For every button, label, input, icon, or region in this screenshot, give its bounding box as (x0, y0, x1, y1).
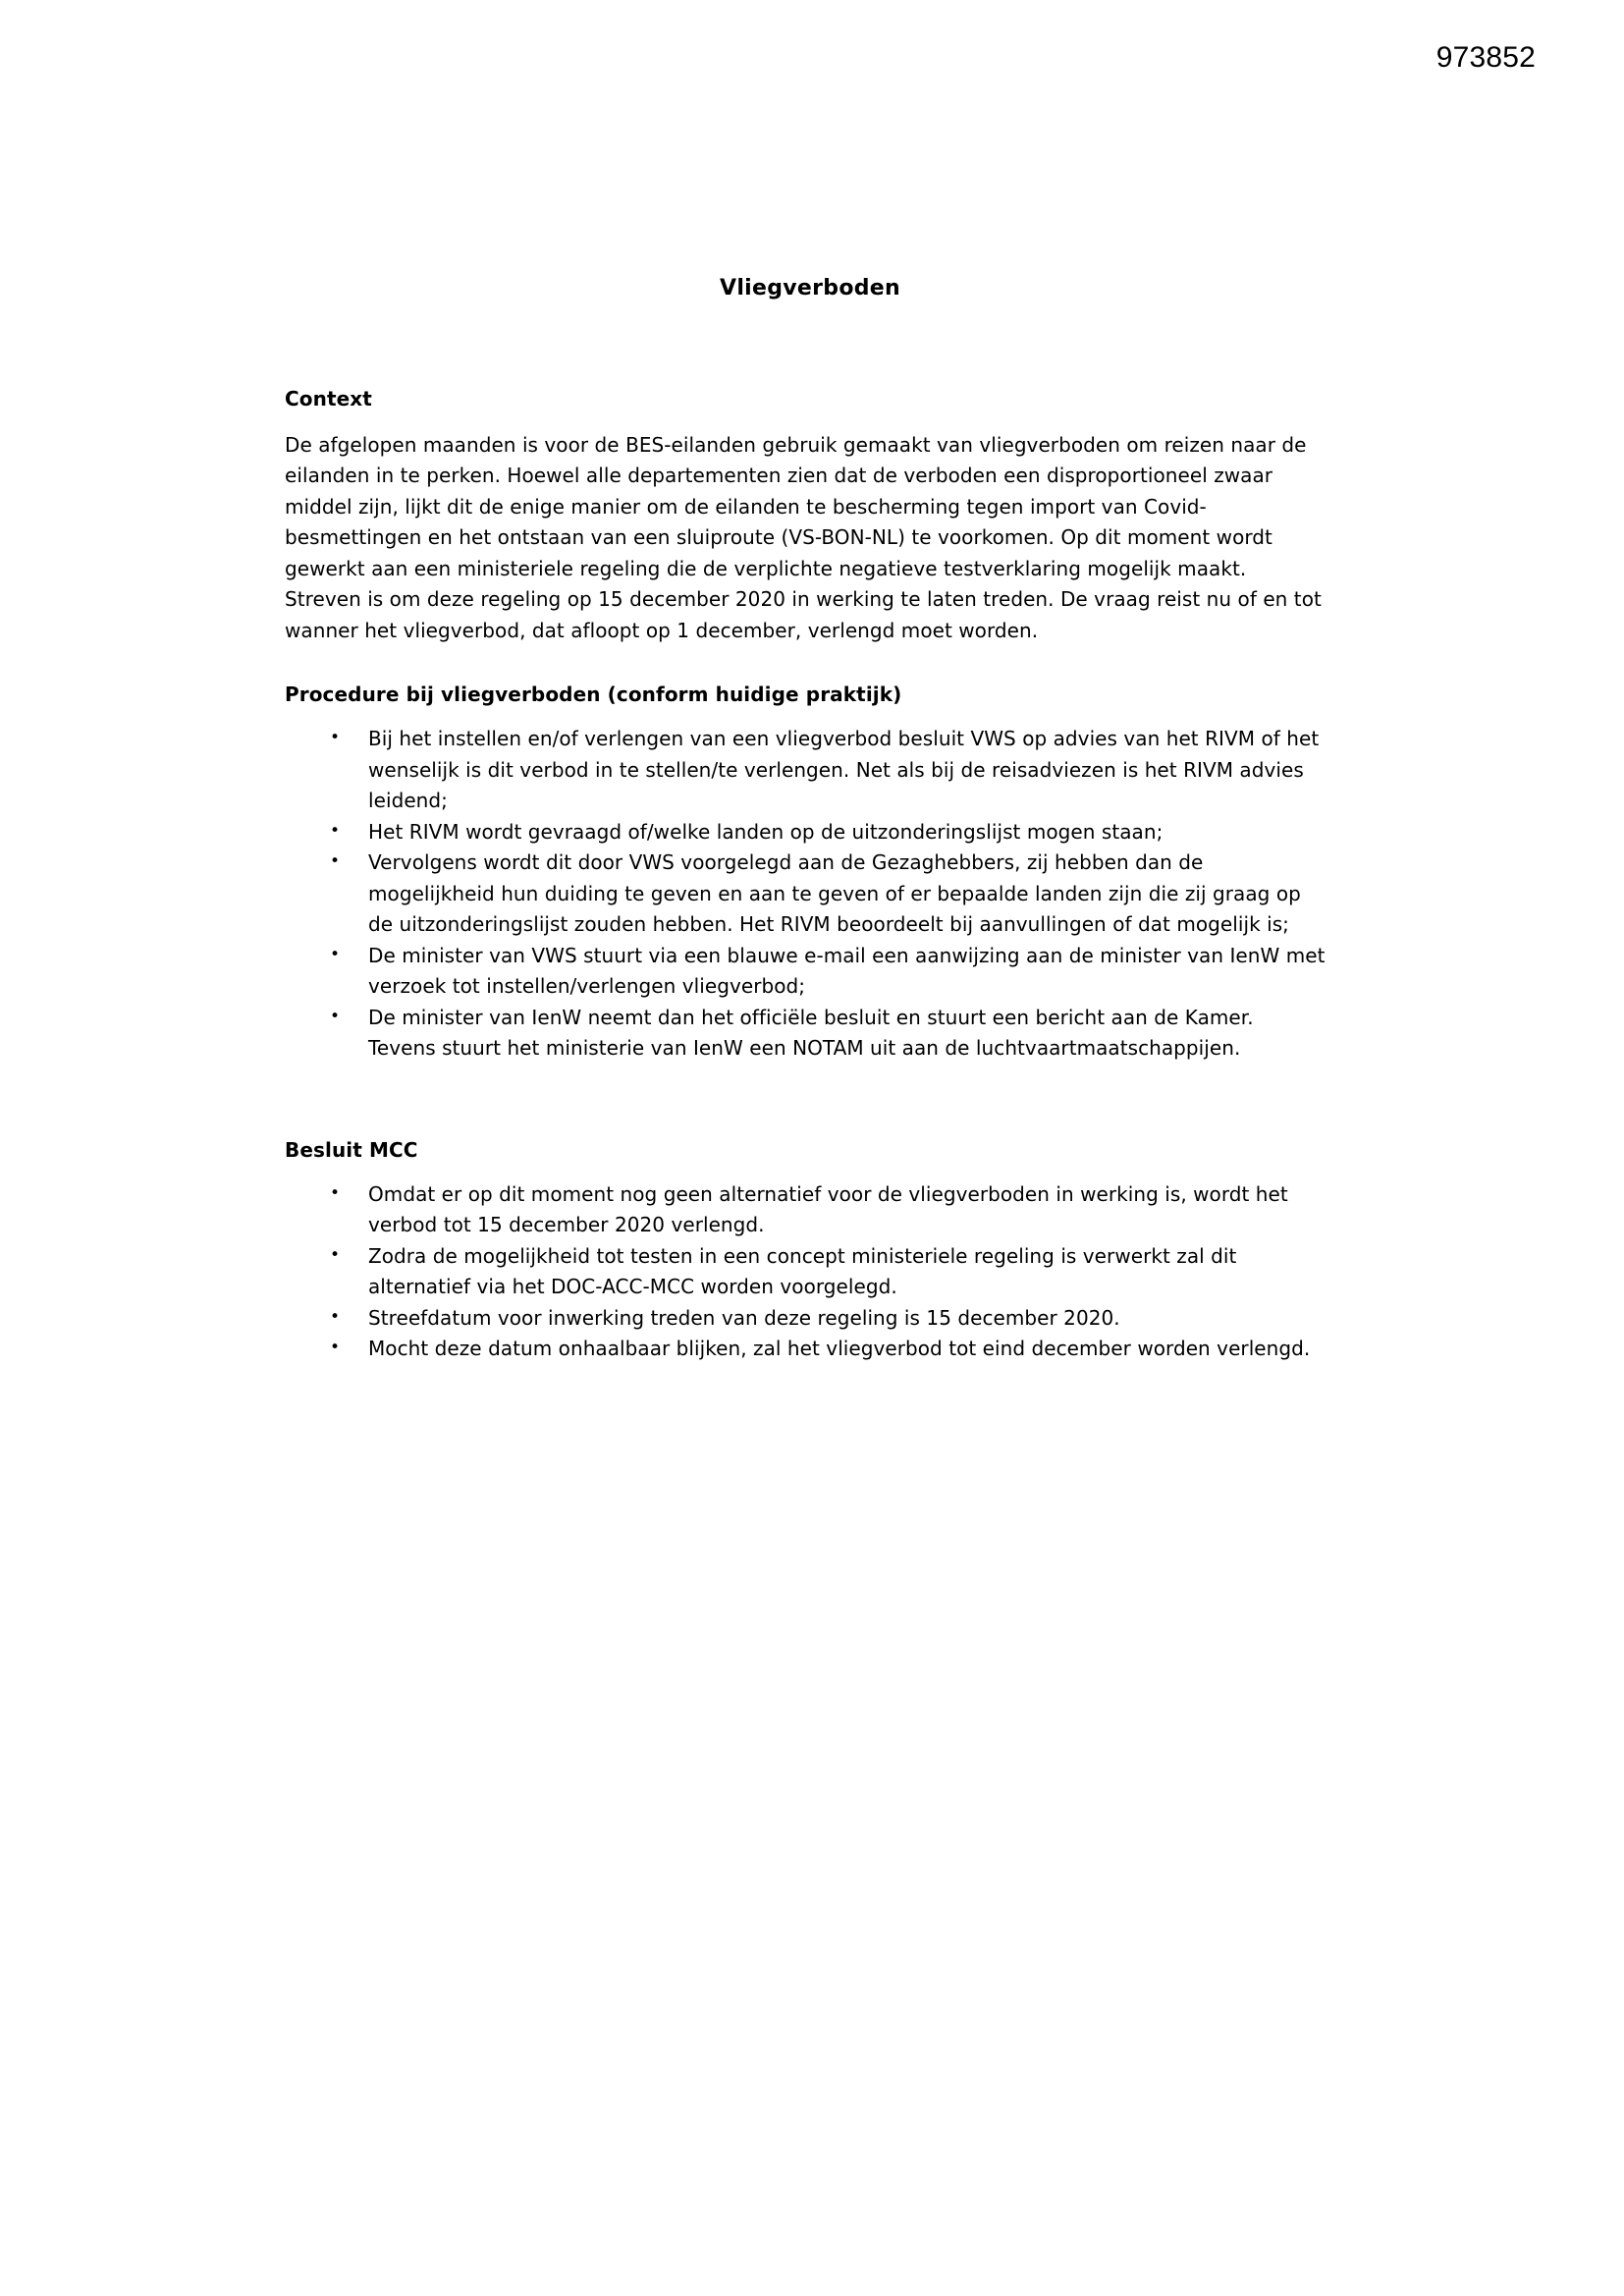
section-heading-context: Context (285, 386, 372, 410)
procedure-bullet-list (285, 724, 1326, 1065)
section-heading-besluit-mcc: Besluit MCC (285, 1137, 418, 1162)
list-item: • Het RIVM wordt gevraagd of/welke landen op de uitzonderingslijst mogen staan; (285, 817, 1326, 848)
list-item: • Omdat er op dit moment nog geen alternatief voor de vliegverboden in werking is, wordt het verbod tot 15 december 2020 verlengd. (285, 1179, 1326, 1241)
list-item: • De minister van IenW neemt dan het officiële besluit en stuurt een bericht aan de Kamer. Tevens stuurt het ministerie van IenW een NOTAM uit aan de luchtvaartmaatschappijen. (285, 1003, 1326, 1065)
besluit-bullet-list (285, 1179, 1326, 1365)
list-item: • Zodra de mogelijkheid tot testen in een concept ministeriele regeling is verwerkt zal dit alternatief via het DOC-ACC-MCC worden voorgelegd. (285, 1241, 1326, 1303)
list-item: • De minister van VWS stuurt via een blauwe e-mail een aanwijzing aan de minister van IenW met verzoek tot instellen/verlengen vliegverbod; (285, 941, 1326, 1003)
page-number: 973852 (1435, 41, 1536, 74)
document-body (285, 275, 1326, 1365)
context-paragraph: De afgelopen maanden is voor de BES-eilanden gebruik gemaakt van vliegverboden om reizen naar de eilanden in te perken. Hoewel alle departementen zien dat de verboden een disproportioneel zwaar middel zijn, lijkt dit de enige manier om de eilanden te bescherming tegen import van Covid-besmettingen en het ontstaan van een sluiproute (VS-BON-NL) te voorkomen. Op dit moment wordt gewerkt aan een ministeriele regeling die de verplichte negatieve testverklaring mogelijk maakt. Streven is om deze regeling op 15 december 2020 in werking te laten treden. De vraag reist nu of en tot wanner het vliegverbod, dat afloopt op 1 december, verlengd moet worden. (285, 432, 1322, 642)
list-item: • Streefdatum voor inwerking treden van deze regeling is 15 december 2020. (285, 1303, 1326, 1335)
list-item: • Bij het instellen en/of verlengen van een vliegverbod besluit VWS op advies van het RIVM of het wenselijk is dit verbod in te stellen/te verlengen. Net als bij de reisadviezen is het RIVM advies leidend; (285, 724, 1326, 817)
list-item: • Mocht deze datum onhaalbaar blijken, zal het vliegverbod tot eind december worden verlengd. (285, 1334, 1326, 1365)
section-heading-procedure: Procedure bij vliegverboden (conform huidige praktijk) (285, 683, 902, 707)
page-title: Vliegverboden (720, 276, 900, 301)
list-item: • Vervolgens wordt dit door VWS voorgelegd aan de Gezaghebbers, zij hebben dan de mogelijkheid hun duiding te geven en aan te geven of er bepaalde landen zijn die zij graag op de uitzonderingslijst zouden hebben. Het RIVM beoordeelt bij aanvullingen of dat mogelijk is; (285, 847, 1326, 941)
